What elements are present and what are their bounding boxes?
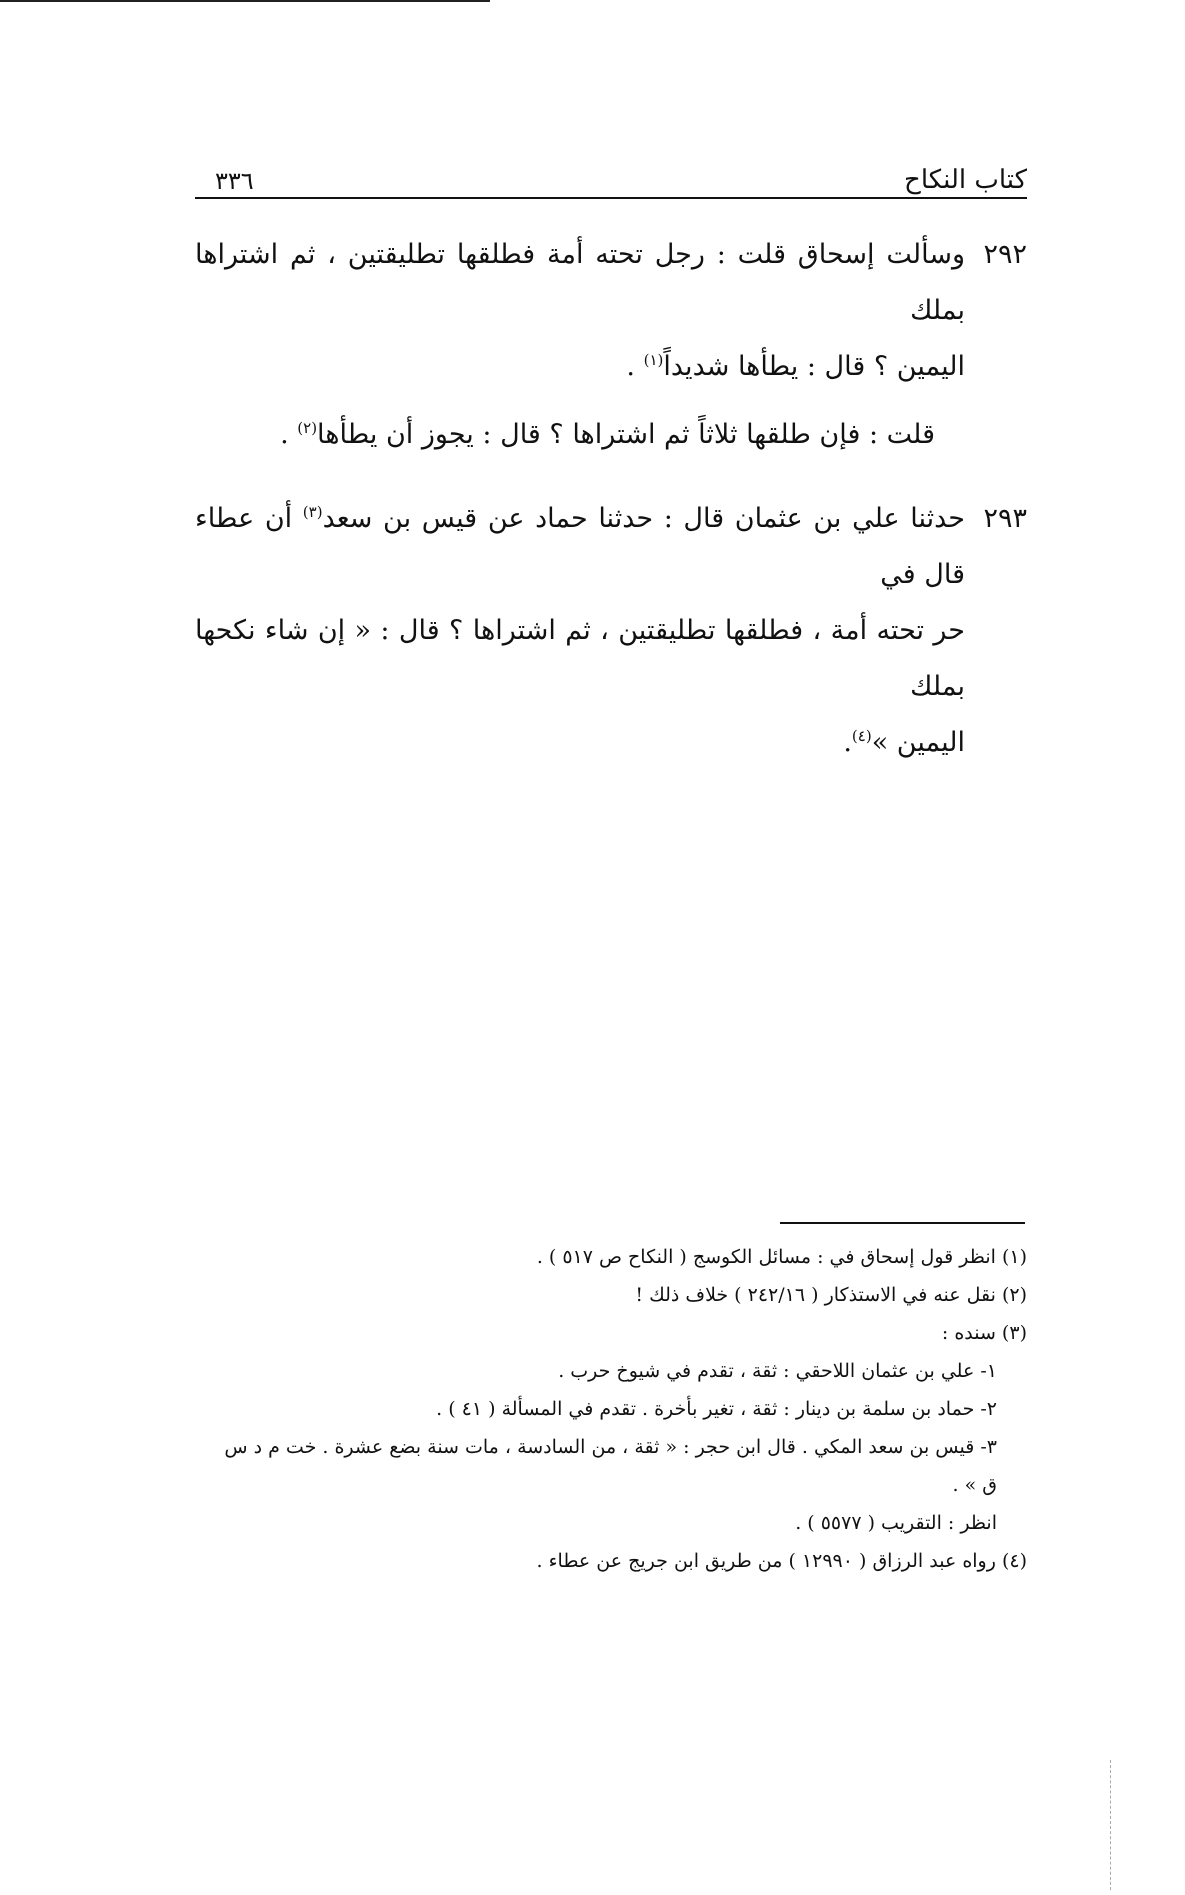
footnote-mark: (١) (643, 351, 664, 369)
footnote-3-item-2: ٢- حماد بن سلمة بن دينار : ثقة ، تغير بأخرة . تقدم في المسألة ( ٤١ ) . (436, 1398, 997, 1420)
punctuation: . (280, 419, 298, 450)
footnote-1: (١) انظر قول إسحاق في : مسائل الكوسج ( النكاح ص ٥١٧ ) . (536, 1246, 1027, 1268)
entry-number: ٢٩٢ (983, 239, 1027, 270)
entry-line (195, 715, 965, 771)
entry-line: وسألت إسحاق قلت : رجل تحته أمة فطلقها تطليقتين ، ثم اشتراها بملك (195, 239, 965, 326)
footnote-mark: (٢) (297, 419, 318, 437)
scan-edge-line (0, 0, 490, 2)
entry-line-text: أن عطاء قال في (195, 503, 965, 590)
entry-text (195, 491, 965, 771)
entry-293 (195, 491, 1027, 771)
entry-line (195, 339, 965, 395)
footnotes (195, 1238, 1027, 1580)
footnote-2: (٢) نقل عنه في الاستذكار ( ٢٤٢/١٦ ) خلاف ذلك ! (635, 1284, 1027, 1306)
entry-line-text: قلت : فإن طلقها ثلاثاً ثم اشتراها ؟ قال : يجوز أن يطأها (317, 419, 935, 450)
entry-text (195, 227, 965, 395)
footnote-3-item-3-cont: ق » . (952, 1474, 997, 1496)
entry-line (195, 491, 965, 603)
entry-number: ٢٩٣ (983, 503, 1027, 534)
entry-line-text: اليمين ؟ قال : يطأها شديداً (663, 351, 965, 382)
footnote-3: (٣) سنده : (941, 1322, 1027, 1344)
punctuation: . (843, 727, 852, 758)
entry-line: حر تحته أمة ، فطلقها تطليقتين ، ثم اشتراها ؟ قال : « إن شاء نكحها بملك (195, 615, 965, 702)
chapter-title: كتاب النكاح (904, 165, 1027, 195)
page-number: ٣٣٦ (215, 167, 254, 195)
footnote-3-item-1: ١- علي بن عثمان اللاحقي : ثقة ، تقدم في شيوخ حرب . (558, 1360, 997, 1382)
entry-292-continuation (195, 407, 1027, 463)
footnote-separator (780, 1222, 1025, 1224)
running-header (195, 155, 1027, 199)
page (195, 155, 1027, 771)
entry-line-text: حدثنا علي بن عثمان قال : حدثنا حماد عن قيس بن سعد (322, 503, 965, 534)
entry-292 (195, 227, 1027, 395)
footnote-3-item-3: ٣- قيس بن سعد المكي . قال ابن حجر : « ثقة ، من السادسة ، مات سنة بضع عشرة . خت م د س (224, 1436, 997, 1458)
scan-edge-mark (1110, 1760, 1112, 1890)
punctuation: . (626, 351, 644, 382)
entry-line-text: اليمين » (871, 727, 965, 758)
footnote-mark: (٤) (851, 727, 872, 745)
footnote-3-reference: انظر : التقريب ( ٥٥٧٧ ) . (795, 1512, 997, 1534)
footnote-mark: (٣) (302, 503, 323, 521)
footnote-4: (٤) رواه عبد الرزاق ( ١٢٩٩٠ ) من طريق ابن جريج عن عطاء . (536, 1550, 1027, 1572)
